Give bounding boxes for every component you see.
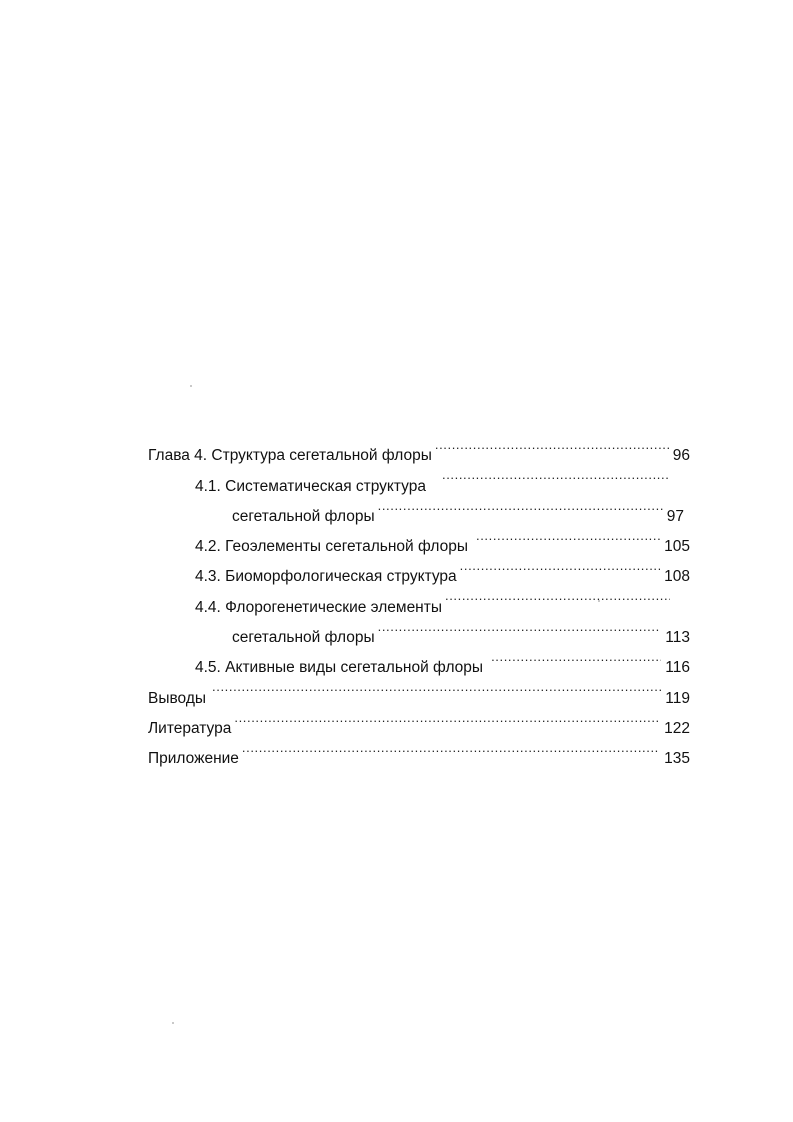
- toc-entry-conclusions: [148, 672, 690, 707]
- toc-entry-page: 108: [664, 568, 690, 586]
- toc-entry-4-3: [148, 551, 690, 586]
- toc-entry-4-1-line-2: [148, 491, 690, 525]
- dot-leader: [378, 612, 662, 642]
- toc-entry-title: 4.5. Активные виды сегетальной флоры: [195, 659, 484, 677]
- dot-leader: [378, 491, 663, 521]
- toc-entry-appendix: [148, 733, 690, 768]
- toc-entry-page: 119: [665, 689, 690, 707]
- dot-leader: [435, 430, 669, 460]
- toc-entry-literature: [148, 703, 690, 737]
- toc-entry-page: 116: [665, 659, 690, 677]
- toc-entry-page: 97: [666, 507, 684, 525]
- toc-entry-4-4-line-1: [148, 581, 690, 616]
- toc-entry-4-2: [148, 521, 690, 556]
- toc-entry-title: 4.3. Биоморфологическая структура: [195, 568, 457, 586]
- dot-leader: [442, 460, 670, 490]
- toc-entry-title: 4.2. Геоэлементы сегетальной флоры: [195, 538, 468, 556]
- dot-leader: [491, 642, 661, 672]
- scan-speck: [190, 385, 192, 387]
- dot-leader: [212, 672, 661, 702]
- toc-entry-title: Приложение: [148, 750, 239, 768]
- toc-entry-4-4-line-2: [148, 612, 690, 647]
- dot-leader: [460, 551, 660, 581]
- toc-entry-title: сегетальной флоры: [232, 629, 375, 647]
- table-of-contents: [148, 430, 690, 768]
- toc-entry-4-1-line-1: [148, 460, 690, 495]
- toc-entry-4-5: [148, 642, 690, 677]
- dot-leader: [234, 703, 660, 733]
- scan-speck: [598, 600, 600, 602]
- toc-entry-title: Литература: [148, 719, 232, 737]
- toc-entry-page: 122: [664, 719, 690, 737]
- toc-entry-chapter-4: [148, 430, 690, 465]
- toc-entry-title: Выводы: [148, 689, 207, 707]
- toc-entry-title: 4.4. Флорогенетические элементы: [195, 598, 442, 616]
- dot-leader: [242, 733, 660, 763]
- toc-entry-page: 96: [672, 447, 690, 465]
- toc-entry-page: 135: [664, 750, 690, 768]
- toc-entry-title: Глава 4. Структура сегетальной флоры: [148, 447, 432, 465]
- dot-leader: [445, 581, 670, 611]
- toc-entry-page: 105: [664, 538, 690, 556]
- toc-entry-title: 4.1. Систематическая структура: [195, 477, 426, 495]
- dot-leader: [476, 521, 660, 551]
- toc-entry-page: 113: [665, 629, 690, 647]
- scan-speck: [172, 1022, 174, 1024]
- toc-entry-title: сегетальной флоры: [232, 507, 375, 525]
